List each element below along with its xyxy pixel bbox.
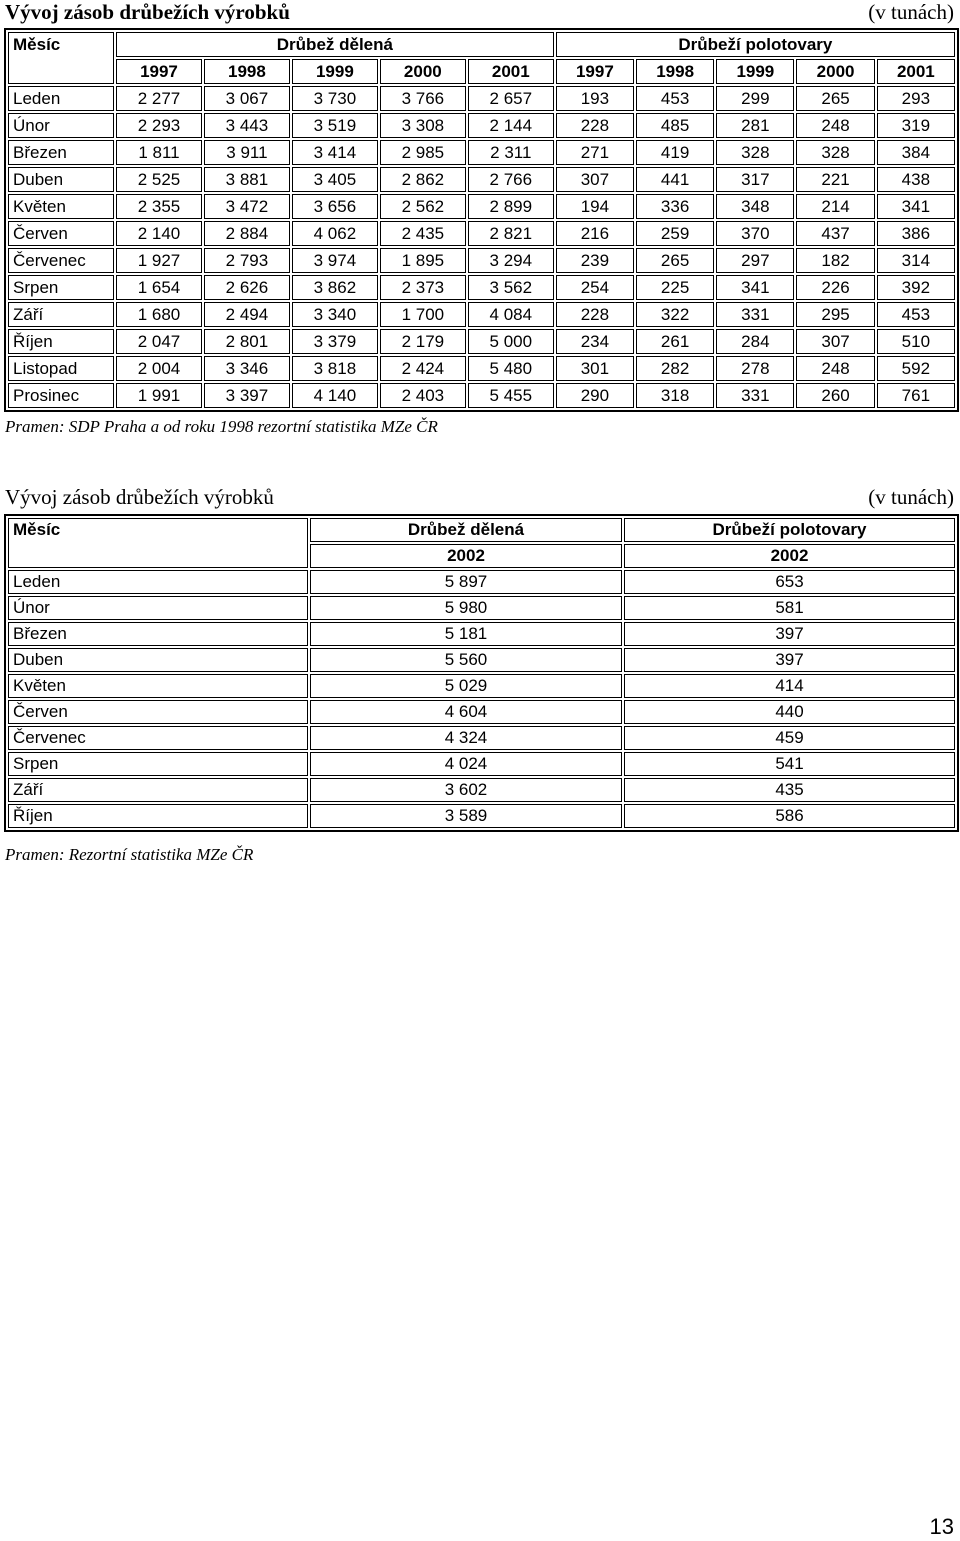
- table-cell: 5 560: [310, 648, 622, 672]
- table-cell: 2 862: [380, 167, 466, 192]
- table-cell: 4 140: [292, 383, 378, 408]
- table-row: [8, 674, 955, 698]
- table1-year-header: 1998: [636, 59, 714, 84]
- row-month: Leden: [8, 86, 114, 111]
- table2-title: Vývoj zásob drůbežích výrobků: [5, 485, 274, 509]
- table-row: [8, 726, 955, 750]
- table-cell: 440: [624, 700, 955, 724]
- table-cell: 3 414: [292, 140, 378, 165]
- table-cell: 441: [636, 167, 714, 192]
- table-cell: 3 308: [380, 113, 466, 138]
- row-month: Únor: [8, 113, 114, 138]
- table-cell: 2 766: [468, 167, 554, 192]
- table-cell: 3 405: [292, 167, 378, 192]
- table-cell: 592: [877, 356, 955, 381]
- table-cell: 3 974: [292, 248, 378, 273]
- table-cell: 314: [877, 248, 955, 273]
- table-cell: 1 700: [380, 302, 466, 327]
- table-cell: 228: [556, 113, 634, 138]
- table-cell: 194: [556, 194, 634, 219]
- table-cell: 2 311: [468, 140, 554, 165]
- table-cell: 341: [877, 194, 955, 219]
- table1-title: Vývoj zásob drůbežích výrobků: [5, 0, 290, 24]
- table2-group2-header: Drůbeží polotovary: [624, 518, 955, 542]
- table-cell: 2 562: [380, 194, 466, 219]
- row-month: Květen: [8, 674, 308, 698]
- row-month: Březen: [8, 622, 308, 646]
- table-cell: 1 680: [116, 302, 202, 327]
- table-cell: 2 821: [468, 221, 554, 246]
- table-cell: 485: [636, 113, 714, 138]
- table-cell: 4 604: [310, 700, 622, 724]
- table1-group2-header: Drůbeží polotovary: [556, 32, 955, 57]
- table-cell: 2 144: [468, 113, 554, 138]
- row-month: Březen: [8, 140, 114, 165]
- table-row: [8, 804, 955, 828]
- table-cell: 5 181: [310, 622, 622, 646]
- table-cell: 453: [877, 302, 955, 327]
- table-cell: 1 895: [380, 248, 466, 273]
- table-cell: 3 656: [292, 194, 378, 219]
- table-cell: 216: [556, 221, 634, 246]
- table-cell: 3 881: [204, 167, 290, 192]
- table-cell: 348: [716, 194, 794, 219]
- row-month: Srpen: [8, 752, 308, 776]
- row-month: Září: [8, 778, 308, 802]
- table-cell: 284: [716, 329, 794, 354]
- table-cell: 322: [636, 302, 714, 327]
- table-cell: 341: [716, 275, 794, 300]
- table2: [4, 514, 959, 832]
- table1-year-header: 1999: [716, 59, 794, 84]
- table-row: [8, 596, 955, 620]
- table-cell: 459: [624, 726, 955, 750]
- table1-year-header: 2000: [796, 59, 874, 84]
- table-cell: 328: [716, 140, 794, 165]
- table2-month-header: Měsíc: [8, 518, 308, 568]
- table-cell: 414: [624, 674, 955, 698]
- table-cell: 3 472: [204, 194, 290, 219]
- table-row: [8, 167, 955, 192]
- table1-source: Pramen: SDP Praha a od roku 1998 rezortní statistika MZe ČR: [5, 417, 438, 436]
- table-cell: 3 519: [292, 113, 378, 138]
- table-cell: 265: [636, 248, 714, 273]
- table-row: [8, 248, 955, 273]
- table-cell: 2 657: [468, 86, 554, 111]
- table-cell: 586: [624, 804, 955, 828]
- table-cell: 297: [716, 248, 794, 273]
- table-cell: 5 480: [468, 356, 554, 381]
- table-cell: 3 818: [292, 356, 378, 381]
- table-cell: 3 911: [204, 140, 290, 165]
- table-row: [8, 778, 955, 802]
- table-cell: 438: [877, 167, 955, 192]
- table1-month-header: Měsíc: [8, 32, 114, 84]
- table-cell: 5 455: [468, 383, 554, 408]
- row-month: Říjen: [8, 804, 308, 828]
- table1-header-row-1: [8, 32, 955, 57]
- table1-year-header: 2000: [380, 59, 466, 84]
- table-cell: 295: [796, 302, 874, 327]
- table-cell: 290: [556, 383, 634, 408]
- table-cell: 2 899: [468, 194, 554, 219]
- table1: [4, 28, 959, 412]
- table1-header-row-2: [8, 59, 955, 84]
- table-cell: 5 029: [310, 674, 622, 698]
- table-cell: 3 340: [292, 302, 378, 327]
- table-cell: 318: [636, 383, 714, 408]
- table-cell: 234: [556, 329, 634, 354]
- table-cell: 261: [636, 329, 714, 354]
- table-row: [8, 140, 955, 165]
- table-cell: 2 403: [380, 383, 466, 408]
- table-cell: 4 084: [468, 302, 554, 327]
- table-cell: 282: [636, 356, 714, 381]
- table-cell: 384: [877, 140, 955, 165]
- table2-group1-header: Drůbež dělená: [310, 518, 622, 542]
- row-month: Únor: [8, 596, 308, 620]
- table-cell: 2 424: [380, 356, 466, 381]
- table-cell: 5 897: [310, 570, 622, 594]
- table-cell: 331: [716, 383, 794, 408]
- table-cell: 225: [636, 275, 714, 300]
- table-row: [8, 86, 955, 111]
- table1-year-header: 2001: [468, 59, 554, 84]
- table1-title-row: [5, 0, 954, 25]
- table1-year-header: 1997: [556, 59, 634, 84]
- table2-year1: 2002: [310, 544, 622, 568]
- row-month: Prosinec: [8, 383, 114, 408]
- table1-year-header: 1998: [204, 59, 290, 84]
- table-cell: 3 862: [292, 275, 378, 300]
- table2-header-row-1: [8, 518, 955, 542]
- table-cell: 2 884: [204, 221, 290, 246]
- table-cell: 2 793: [204, 248, 290, 273]
- table-cell: 581: [624, 596, 955, 620]
- row-month: Duben: [8, 167, 114, 192]
- table2-title-row: [5, 485, 954, 510]
- table1-year-header: 1997: [116, 59, 202, 84]
- table-cell: 3 379: [292, 329, 378, 354]
- table-cell: 1 991: [116, 383, 202, 408]
- table-cell: 2 047: [116, 329, 202, 354]
- table-cell: 4 062: [292, 221, 378, 246]
- table2-unit: (v tunách): [868, 485, 954, 509]
- table1-year-header: 1999: [292, 59, 378, 84]
- row-month: Leden: [8, 570, 308, 594]
- table-row: [8, 648, 955, 672]
- table-cell: 317: [716, 167, 794, 192]
- table-cell: 293: [877, 86, 955, 111]
- table-cell: 386: [877, 221, 955, 246]
- table-cell: 299: [716, 86, 794, 111]
- table-cell: 2 277: [116, 86, 202, 111]
- page-number: 13: [929, 1514, 954, 1539]
- table-cell: 1 927: [116, 248, 202, 273]
- table1-unit: (v tunách): [868, 0, 954, 24]
- table-row: [8, 752, 955, 776]
- table-cell: 2 179: [380, 329, 466, 354]
- row-month: Říjen: [8, 329, 114, 354]
- table-cell: 435: [624, 778, 955, 802]
- table-cell: 3 562: [468, 275, 554, 300]
- table-cell: 419: [636, 140, 714, 165]
- table-row: [8, 221, 955, 246]
- table-cell: 331: [716, 302, 794, 327]
- table-cell: 3 589: [310, 804, 622, 828]
- table-cell: 2 140: [116, 221, 202, 246]
- row-month: Červenec: [8, 248, 114, 273]
- row-month: Září: [8, 302, 114, 327]
- table-row: [8, 329, 955, 354]
- table-cell: 307: [556, 167, 634, 192]
- table-cell: 1 654: [116, 275, 202, 300]
- table-cell: 4 024: [310, 752, 622, 776]
- table-cell: 2 801: [204, 329, 290, 354]
- table-cell: 5 980: [310, 596, 622, 620]
- table-cell: 319: [877, 113, 955, 138]
- table-cell: 336: [636, 194, 714, 219]
- table-cell: 4 324: [310, 726, 622, 750]
- table-cell: 761: [877, 383, 955, 408]
- table-cell: 3 602: [310, 778, 622, 802]
- row-month: Červen: [8, 700, 308, 724]
- table-cell: 248: [796, 113, 874, 138]
- table-cell: 3 067: [204, 86, 290, 111]
- table-cell: 2 494: [204, 302, 290, 327]
- table-cell: 226: [796, 275, 874, 300]
- table-cell: 370: [716, 221, 794, 246]
- table2-year2: 2002: [624, 544, 955, 568]
- row-month: Červenec: [8, 726, 308, 750]
- table-cell: 2 373: [380, 275, 466, 300]
- table-cell: 301: [556, 356, 634, 381]
- table1-year-header: 2001: [877, 59, 955, 84]
- table-cell: 307: [796, 329, 874, 354]
- table-cell: 510: [877, 329, 955, 354]
- table-cell: 2 004: [116, 356, 202, 381]
- table-cell: 278: [716, 356, 794, 381]
- table-cell: 182: [796, 248, 874, 273]
- table-cell: 397: [624, 622, 955, 646]
- table-cell: 260: [796, 383, 874, 408]
- table-cell: 3 766: [380, 86, 466, 111]
- row-month: Květen: [8, 194, 114, 219]
- table-row: [8, 622, 955, 646]
- table-cell: 254: [556, 275, 634, 300]
- table-cell: 214: [796, 194, 874, 219]
- table-cell: 3 397: [204, 383, 290, 408]
- row-month: Listopad: [8, 356, 114, 381]
- table-cell: 271: [556, 140, 634, 165]
- table-cell: 3 730: [292, 86, 378, 111]
- table-row: [8, 356, 955, 381]
- table-cell: 193: [556, 86, 634, 111]
- table-cell: 653: [624, 570, 955, 594]
- table-cell: 453: [636, 86, 714, 111]
- table-cell: 1 811: [116, 140, 202, 165]
- table-cell: 265: [796, 86, 874, 111]
- table-cell: 2 355: [116, 194, 202, 219]
- table-row: [8, 700, 955, 724]
- table-cell: 5 000: [468, 329, 554, 354]
- table-cell: 248: [796, 356, 874, 381]
- table-row: [8, 302, 955, 327]
- table1-group1-header: Drůbež dělená: [116, 32, 554, 57]
- table-row: [8, 275, 955, 300]
- table-cell: 3 443: [204, 113, 290, 138]
- table-cell: 3 294: [468, 248, 554, 273]
- table-cell: 3 346: [204, 356, 290, 381]
- table-cell: 228: [556, 302, 634, 327]
- table-cell: 328: [796, 140, 874, 165]
- row-month: Duben: [8, 648, 308, 672]
- table-row: [8, 383, 955, 408]
- table-row: [8, 194, 955, 219]
- table-cell: 221: [796, 167, 874, 192]
- table-row: [8, 113, 955, 138]
- table-cell: 2 626: [204, 275, 290, 300]
- table-cell: 397: [624, 648, 955, 672]
- table2-source: Pramen: Rezortní statistika MZe ČR: [5, 845, 254, 864]
- table-cell: 281: [716, 113, 794, 138]
- table-cell: 2 435: [380, 221, 466, 246]
- table-cell: 2 525: [116, 167, 202, 192]
- table-cell: 437: [796, 221, 874, 246]
- table-cell: 541: [624, 752, 955, 776]
- table-cell: 392: [877, 275, 955, 300]
- table-cell: 2 293: [116, 113, 202, 138]
- row-month: Srpen: [8, 275, 114, 300]
- table-cell: 259: [636, 221, 714, 246]
- table-cell: 2 985: [380, 140, 466, 165]
- row-month: Červen: [8, 221, 114, 246]
- table-row: [8, 570, 955, 594]
- table-cell: 239: [556, 248, 634, 273]
